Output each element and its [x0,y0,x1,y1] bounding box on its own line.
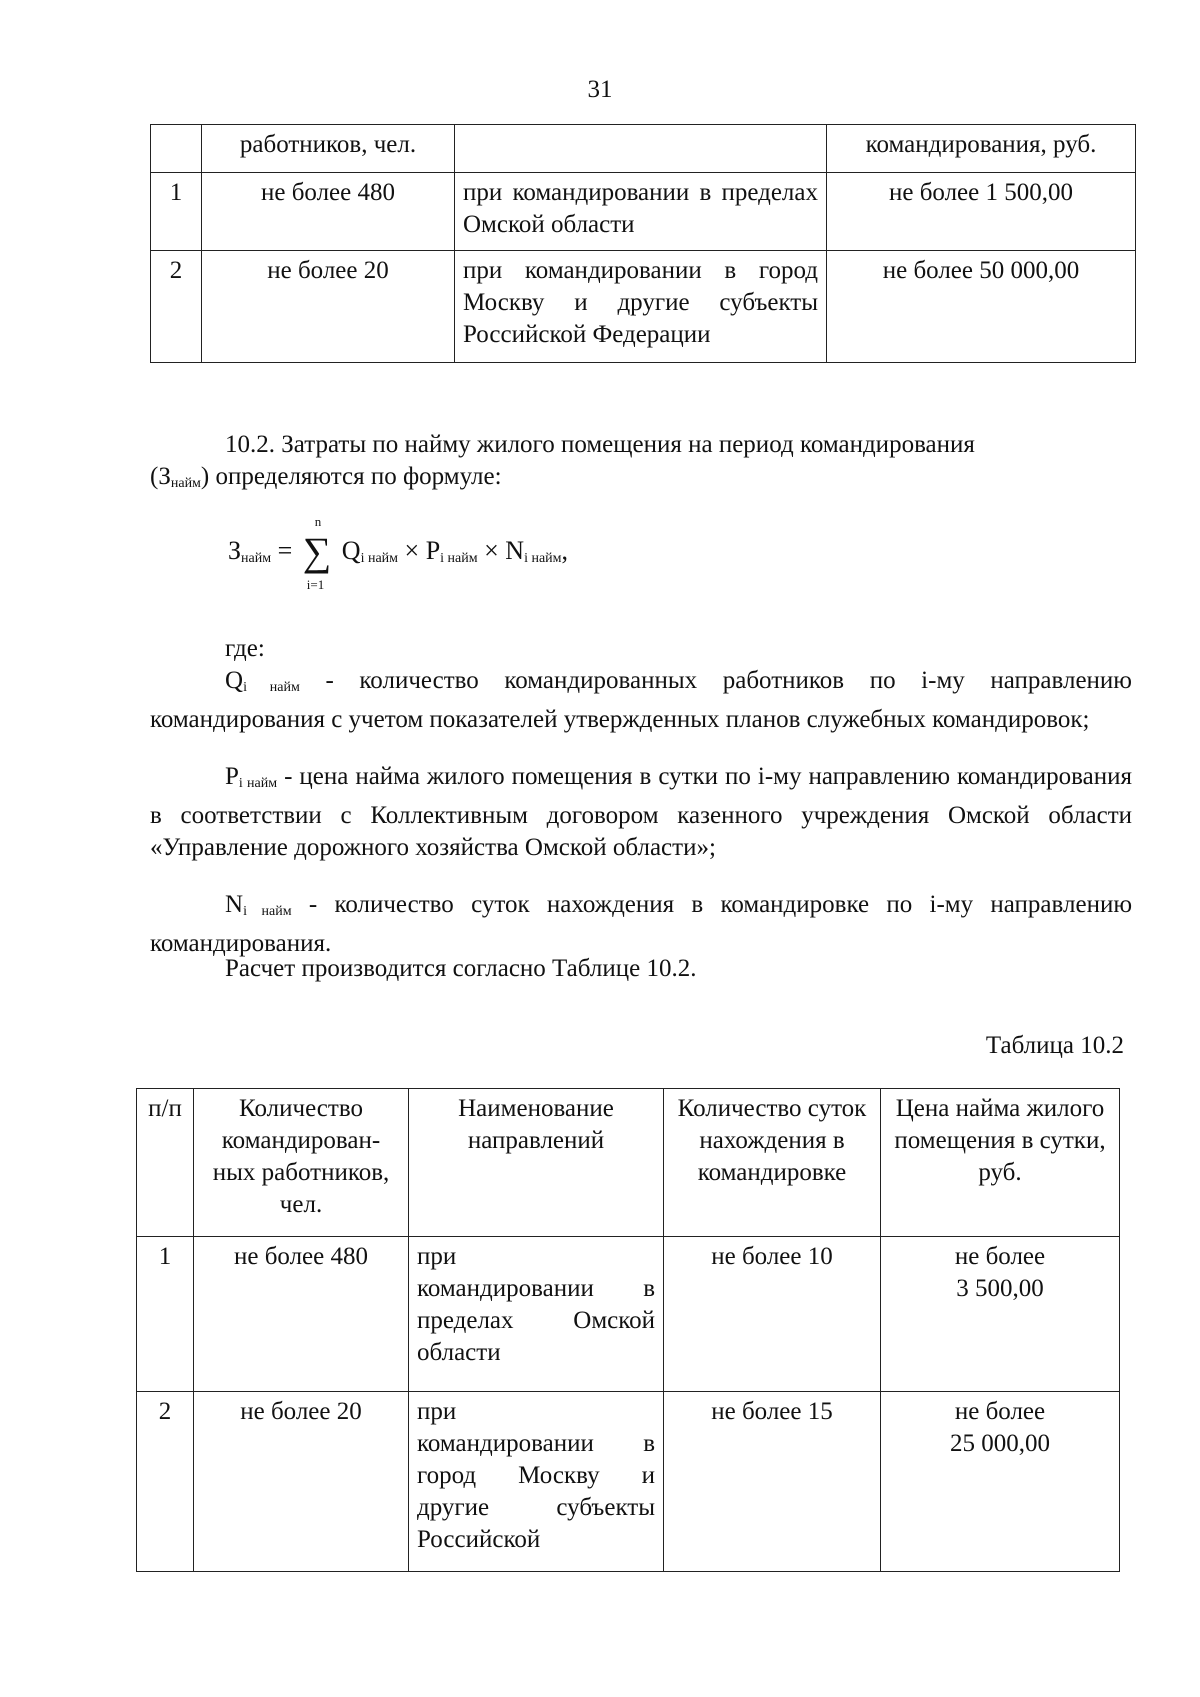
calc-note: Расчет производится согласно Таблице 10.2. [225,955,697,982]
header-num [151,125,202,173]
direction-word: город [417,1462,477,1489]
definition-q [150,665,1132,736]
formula-n-sub: i найм [524,551,562,566]
header-direction: Наименование направлений [409,1089,664,1237]
price-label: не более [954,1243,1046,1270]
direction-word: в [643,1430,655,1457]
direction-line [417,1273,655,1305]
price-value: 25 000,00 [950,1430,1050,1457]
direction-line [417,1396,655,1428]
direction-word: Российской [417,1526,541,1553]
direction-word: пределах [417,1307,514,1334]
table-header-row [137,1089,1120,1237]
header-num: п/п [137,1089,194,1237]
formula-lhs: З [228,536,242,565]
subscript-naim: найм [170,476,201,491]
def-n-symbol: N [225,891,244,918]
cell-direction [409,1237,664,1392]
cell-num: 2 [137,1392,194,1572]
def-n-text: - количество суток нахождения в командировке по i-му направлению командирования. [150,891,1133,957]
sum-upper-limit: n [314,514,322,529]
cell-limit: не более 50 000,00 [827,251,1136,363]
header-limit: командирования, руб. [827,125,1136,173]
table-header-row [151,125,1136,173]
cell-price [881,1237,1120,1392]
cell-limit: не более 1 500,00 [827,173,1136,251]
table-row [151,251,1136,363]
def-p-symbol: P [225,763,239,790]
definition-n [150,889,1132,960]
formula-tail: , [561,536,569,565]
cell-direction: при командировании в город Москву и другие субъекты Российской Федерации [455,251,827,363]
cell-days: не более 10 [664,1237,881,1392]
direction-word: в [643,1275,655,1302]
formula-q-sub: i найм [360,551,399,566]
paragraph-10-2 [150,429,1132,461]
cell-num: 1 [137,1237,194,1392]
direction-word: и [641,1462,655,1489]
direction-line [417,1428,655,1460]
direction-word: Москву [518,1462,600,1489]
formula-p-sub: i найм [440,551,478,566]
header-days: Количество суток нахождения в командировке [664,1089,881,1237]
cell-days: не более 15 [664,1392,881,1572]
cell-price [881,1392,1120,1572]
def-q-text: - количество командированных работников по i-му направлению командирования с учетом показателей утвержденных планов служебных командировок; [150,667,1132,733]
direction-word: Омской [573,1307,655,1334]
def-q-sub: i найм [243,680,300,695]
def-q-symbol: Q [225,667,244,694]
table-travel-limits [150,124,1136,363]
direction-line [417,1241,655,1273]
direction-word: командировании [417,1275,594,1302]
formula-times-2: × [484,536,499,565]
header-direction [455,125,827,173]
cell-num: 1 [151,173,202,251]
header-count: Количество командирован-ных работников, чел. [194,1089,409,1237]
def-p-sub: i найм [238,776,278,791]
definition-p [150,761,1132,864]
cell-count: не более 480 [194,1237,409,1392]
cell-count: не более 20 [202,251,455,363]
page-number: 31 [587,76,613,103]
cell-count: не более 480 [202,173,455,251]
formula-n: N [505,536,525,565]
direction-word: при [417,1243,457,1270]
def-p-text: - цена найма жилого помещения в сутки по i-му направлению командирования в соответствии с Коллективным договором казенного учреждения Омской области «Управление дорожного хозяйства Омской области»; [150,763,1132,861]
table-row [137,1392,1120,1572]
table-row [137,1237,1120,1392]
paren-open-z: (З [150,463,171,490]
cell-num: 2 [151,251,202,363]
direction-word: области [417,1339,501,1366]
formula-lhs-sub: найм [241,551,272,566]
direction-word: командировании [417,1430,594,1457]
sum-lower-limit: i=1 [306,577,325,592]
formula-eq: = [277,536,293,565]
paragraph-tail: ) определяются по формуле: [200,463,502,490]
def-n-sub: i найм [243,904,292,919]
table-10-2 [136,1088,1120,1572]
price-label: не более [954,1398,1046,1425]
direction-line [417,1492,655,1524]
header-count: работников, чел. [202,125,455,173]
table-row [151,173,1136,251]
direction-line [417,1305,655,1337]
table-caption: Таблица 10.2 [985,1032,1124,1059]
direction-line [417,1524,655,1556]
formula-q: Q [341,536,361,565]
cell-count: не более 20 [194,1392,409,1572]
price-value: 3 500,00 [956,1275,1044,1302]
formula-times-1: × [404,536,420,565]
direction-line [417,1337,655,1369]
direction-line [417,1460,655,1492]
direction-word: другие [417,1494,490,1521]
paragraph-10-2-line1: 10.2. Затраты по найму жилого помещения на период командирования [225,431,975,458]
direction-word: при [417,1398,457,1425]
direction-word: субъекты [556,1494,655,1521]
formula-p: P [425,536,441,565]
cell-direction [409,1392,664,1572]
paragraph-10-2-continued [150,461,1132,500]
where-label: где: [225,635,265,662]
formula [228,514,569,592]
cell-direction: при командировании в пределах Омской области [455,173,827,251]
sum-symbol: ∑ n i=1 [302,514,332,592]
header-price: Цена найма жилого помещения в сутки, руб. [881,1089,1120,1237]
